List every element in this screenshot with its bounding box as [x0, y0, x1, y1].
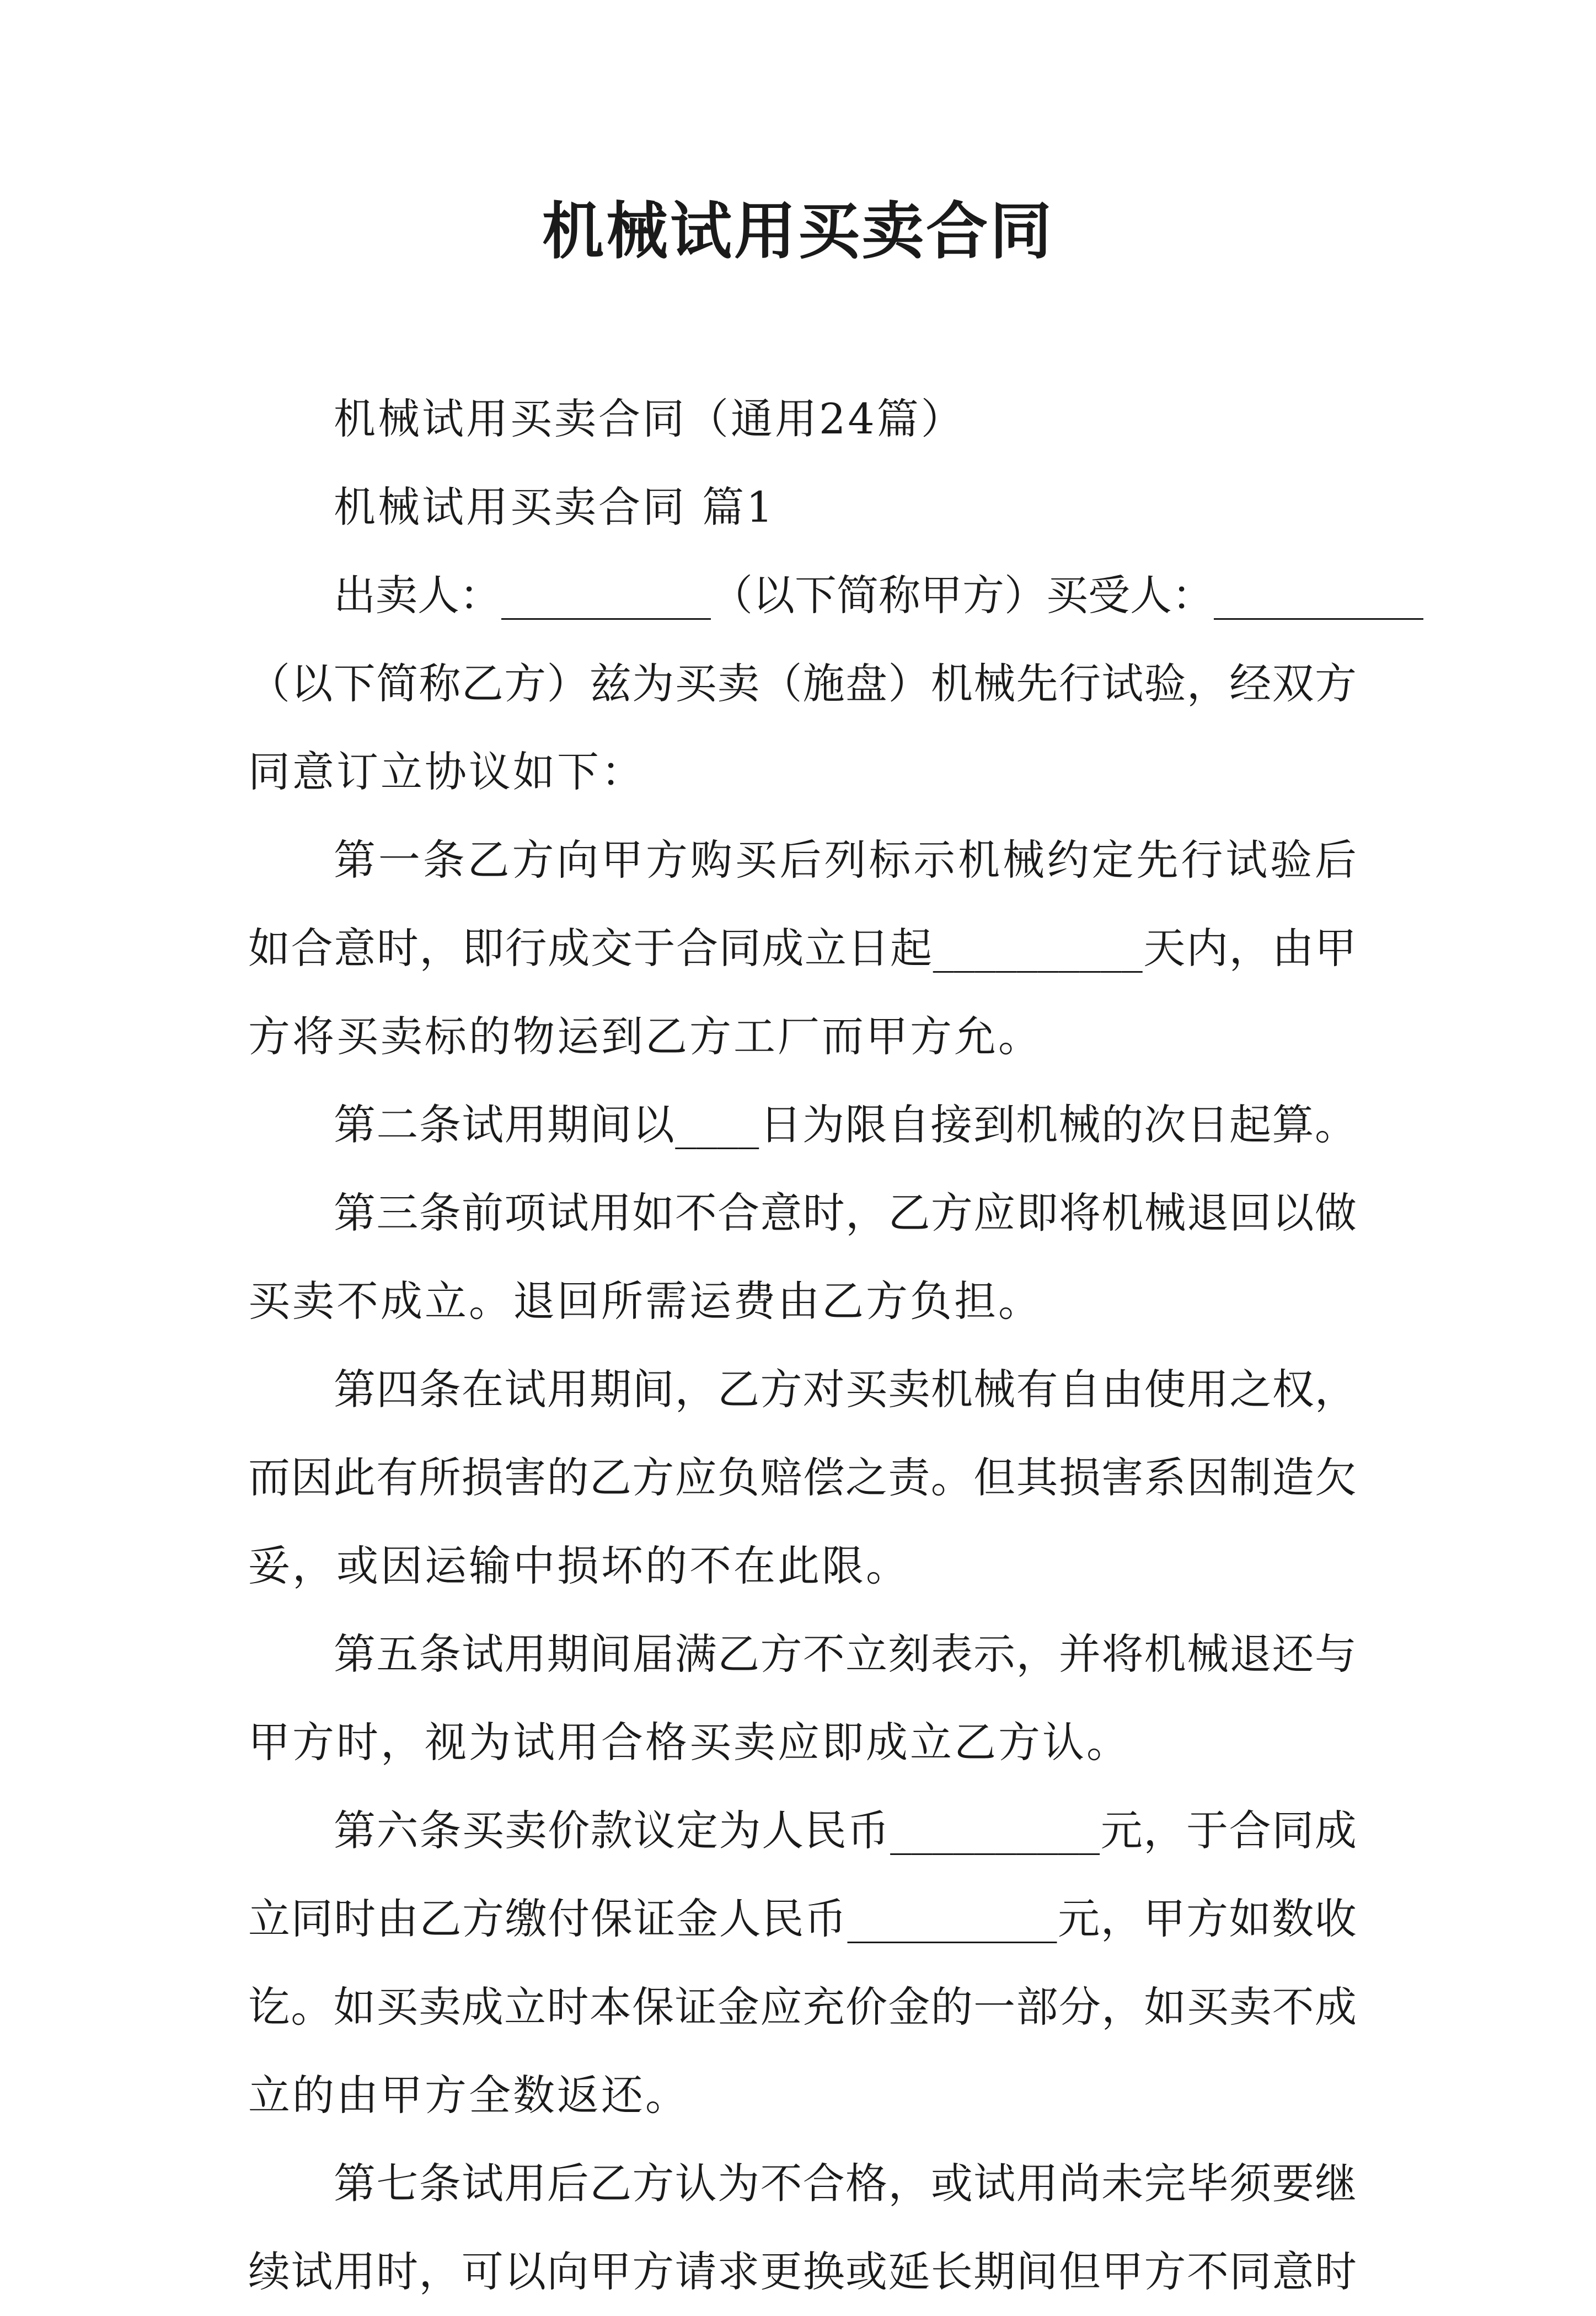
paragraph-line: 第 五 条 试 用 期 间 届 满 乙 方 不 立 刻 表 示 ， 并 将 机 械 退 还 与 — [334, 1629, 1357, 1679]
paragraph-line: 第 四 条 在 试 用 期 间 ， 乙 方 对 买 卖 机 械 有 自 由 使 用 之 权 ， — [334, 1365, 1357, 1414]
paragraph-line: 立 同 时 由 乙 方 缴 付 保 证 金 人 民 币 __________ 元 ， 甲 方 如 数 收 — [248, 1894, 1357, 1943]
paragraph-line: 方将买卖标的物运到乙方工厂而甲方允。 — [248, 1012, 1042, 1061]
paragraph-line: 妥，或因运输中损坏的不在此限。 — [248, 1541, 910, 1590]
paragraph-line: 第 一 条 乙 方 向 甲 方 购 买 后 列 标 示 机 械 约 定 先 行 试 验 后 — [334, 835, 1357, 884]
paragraph-line: （ 以 下 简 称 乙 方 ） 兹 为 买 卖 （ 施 盘 ） 机 械 先 行 试 验 ， 经 双 方 — [248, 659, 1357, 708]
paragraph-line: 续 试 用 时 ， 可 以 向 甲 方 请 求 更 换 或 延 长 期 间 但 甲 方 不 同 意 时 — [248, 2247, 1357, 2296]
paragraph-line: 立的由甲方全数返还。 — [248, 2071, 689, 2120]
paragraph-line: 第 六 条 买 卖 价 款 议 定 为 人 民 币 __________ 元 ， 于 合 同 成 — [334, 1806, 1357, 1855]
paragraph-line: 而 因 此 有 所 损 害 的 乙 方 应 负 赔 偿 之 责 。 但 其 损 害 系 因 制 造 欠 — [248, 1453, 1357, 1502]
paragraph-line: 讫 。 如 买 卖 成 立 时 本 保 证 金 应 充 价 金 的 一 部 分 ， 如 买 卖 不 成 — [248, 1982, 1357, 2031]
paragraph-line: 机械试用买卖合同（通用24篇） — [334, 394, 965, 443]
paragraph-line: 同意订立协议如下： — [248, 747, 645, 796]
paragraph-line: 甲方时，视为试用合格买卖应即成立乙方认。 — [248, 1718, 1131, 1767]
document-title: 机械试用买卖合同 — [542, 195, 1054, 267]
paragraph-line: 第 七 条 试 用 后 乙 方 认 为 不 合 格 ， 或 试 用 尚 未 完 毕 须 要 继 — [334, 2159, 1357, 2208]
paragraph-line: 买卖不成立。退回所需运费由乙方负担。 — [248, 1277, 1042, 1326]
paragraph-line: 第 三 条 前 项 试 用 如 不 合 意 时 ， 乙 方 应 即 将 机 械 退 回 以 做 — [334, 1188, 1357, 1237]
paragraph-line: 如 合 意 时 ， 即 行 成 交 于 合 同 成 立 日 起 __________ 天 内 ， 由 甲 — [248, 924, 1357, 973]
paragraph-line: 第 二 条 试 用 期 间 以 ____ 日 为 限 自 接 到 机 械 的 次 日 起 算 。 — [334, 1100, 1357, 1149]
paragraph-line: 出 卖 人 ： __________ （ 以 下 简 称 甲 方 ） 买 受 人 ： __________ — [334, 571, 1423, 620]
paragraph-line: 机械试用买卖合同 篇1 — [334, 482, 775, 532]
